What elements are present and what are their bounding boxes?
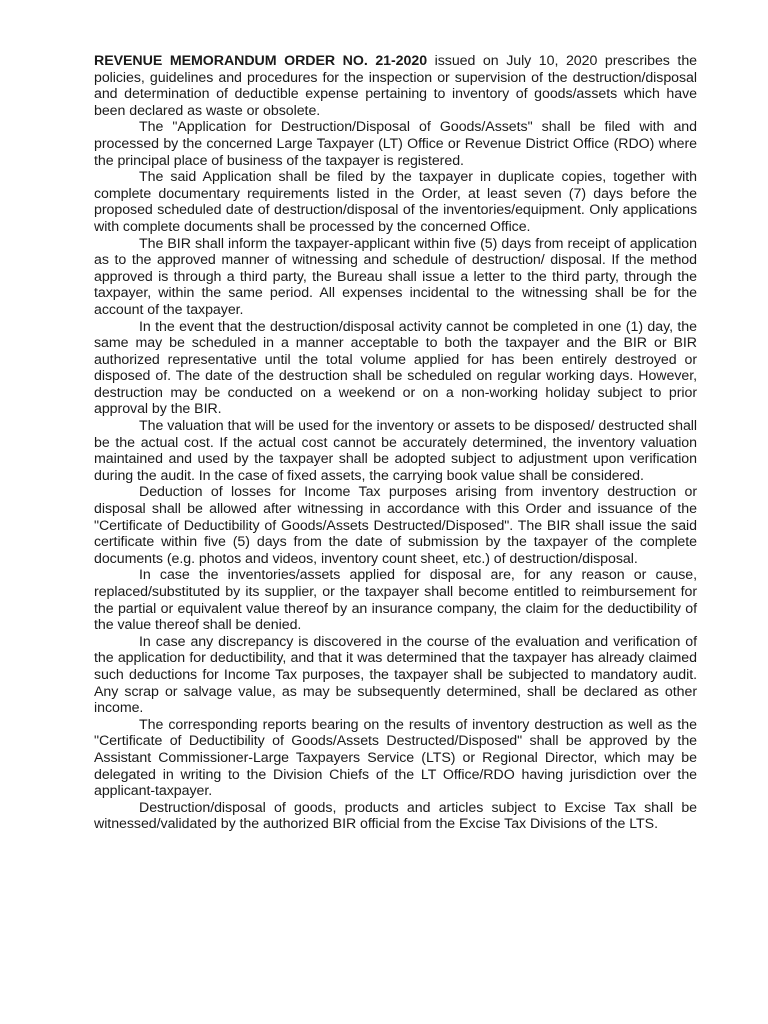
paragraph-deduction-of-losses: Deduction of losses for Income Tax purposes arising from inventory destruction or disposal shall be allowed after witnessing in accordance with this Order and issuance of the "Certificate of Deductibility of Goods/Assets Destructed/Disposed". The BIR shall issue the said certificate within five (5) days from the date of submission by the taxpayer of the complete documents (e.g. photos and videos, inventory count sheet, etc.) of destruction/disposal.: [94, 484, 697, 567]
paragraph-discrepancy: In case any discrepancy is discovered in the course of the evaluation and verification of the application for deductibility, and that it was determined that the taxpayer has already claimed such deductions for Income Tax purposes, the taxpayer shall be subjected to mandatory audit. Any scrap or salvage value, as may be subsequently determined, shall be declared as other income.: [94, 633, 697, 717]
paragraph-excise-tax: Destruction/disposal of goods, products and articles subject to Excise Tax shall be witnessed/validated by the authorized BIR official from the Excise Tax Divisions of the LTS.: [94, 799, 697, 833]
paragraph-duplicate-copies: The said Application shall be filed by the taxpayer in duplicate copies, together with complete documentary requirements listed in the Order, at least seven (7) days before the proposed scheduled date of destruction/disposal of the inventories/equipment. Only applications with complete documents shall be processed by the concerned Office.: [94, 169, 697, 235]
paragraph-application-filing: The "Application for Destruction/Disposal of Goods/Assets" shall be filed with and processed by the concerned Large Taxpayer (LT) Office or Revenue District Office (RDO) where the principal place of business of the taxpayer is registered.: [94, 119, 697, 169]
paragraph-valuation: The valuation that will be used for the inventory or assets to be disposed/ destructed shall be the actual cost. If the actual cost cannot be accurately determined, the inventory valuation maintained and used by the taxpayer shall be adopted subject to adjustment upon verification during the audit. In the case of fixed assets, the carrying book value shall be considered.: [94, 418, 697, 484]
paragraph-replacement-denial: In case the inventories/assets applied for disposal are, for any reason or cause, replaced/substituted by its supplier, or the taxpayer shall become entitled to reimbursement for the partial or equivalent value thereof by an insurance company, the claim for the deductibility of the value thereof shall be denied.: [94, 567, 697, 634]
memo-intro-text: issued on July 10, 2020 prescribes the policies, guidelines and procedures for the inspection or supervision of the destruction/disposal and determination of deductible expense pertaining to inventory of goods/assets which have been declared as waste or obsolete.: [94, 53, 698, 119]
paragraph-bir-inform: The BIR shall inform the taxpayer-applicant within five (5) days from receipt of application as to the approved manner of witnessing and schedule of destruction/ disposal. If the method approved is through a third party, the Bureau shall issue a letter to the third party, through the taxpayer, within the same period. All expenses incidental to the witnessing shall be for the account of the taxpayer.: [94, 235, 697, 318]
paragraph-reports-approval: The corresponding reports bearing on the results of inventory destruction as well as the "Certificate of Deductibility of Goods/Assets Destructed/Disposed" shall be approved by the Assistant Commissioner-Large Taxpayers Service (LTS) or Regional Director, which may be delegated in writing to the Division Chiefs of the LT Office/RDO having jurisdiction over the applicant-taxpayer.: [94, 716, 697, 800]
paragraph-multi-day-activity: In the event that the destruction/disposal activity cannot be completed in one (1) day, the same may be scheduled in a manner acceptable to both the taxpayer and the BIR or BIR authorized representative until the total volume applied for has been entirely destroyed or disposed of. The date of the destruction shall be scheduled on regular working days. However, destruction may be conducted on a weekend or on a non-working holiday subject to prior approval by the BIR.: [94, 318, 697, 418]
memo-title: REVENUE MEMORANDUM ORDER NO. 21-2020: [94, 53, 428, 69]
memo-document: [94, 53, 697, 833]
memo-intro-paragraph: [94, 53, 697, 119]
